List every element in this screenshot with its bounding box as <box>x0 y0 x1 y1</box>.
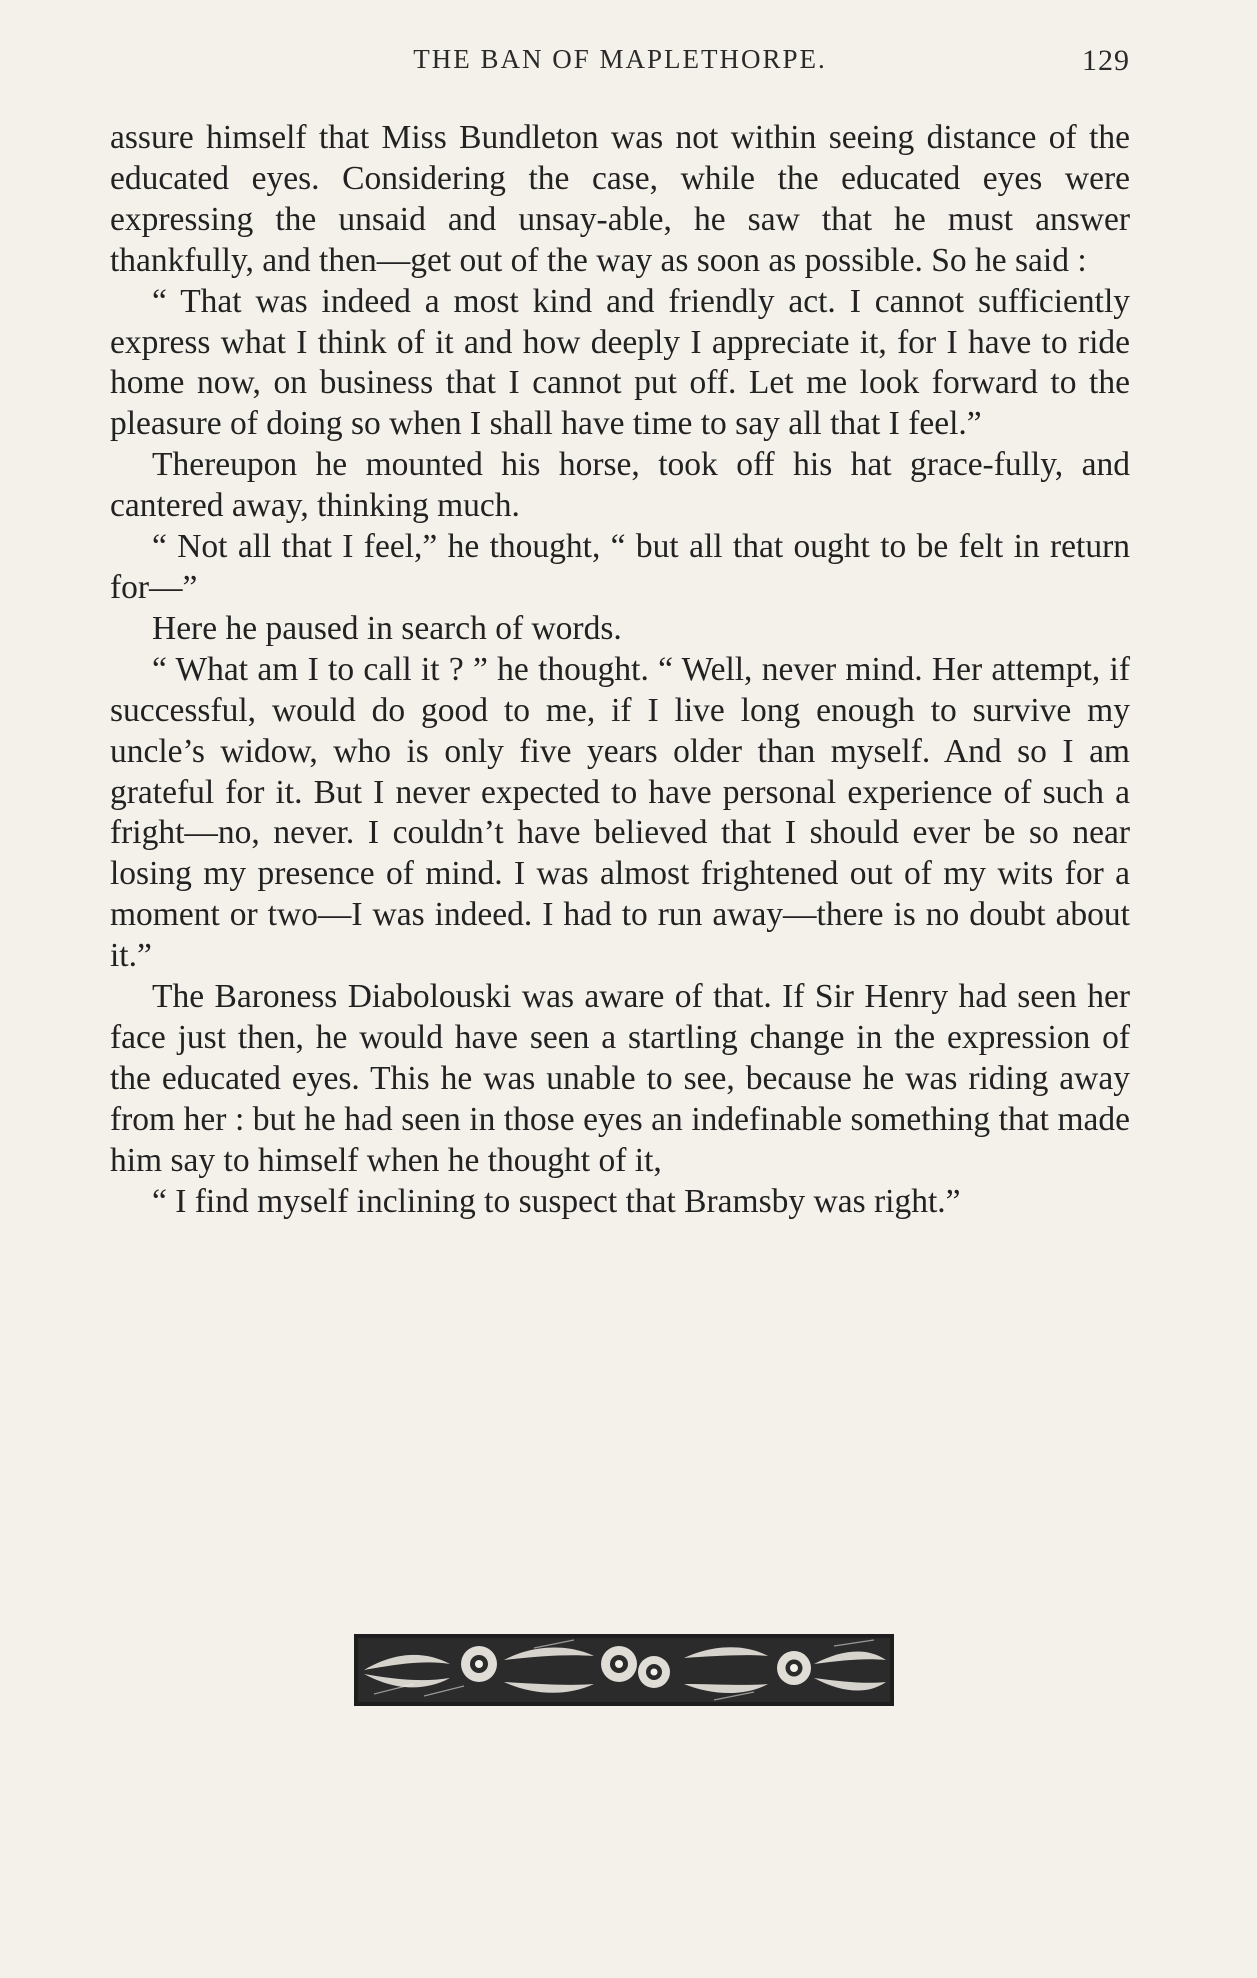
paragraph-4: “ Not all that I feel,” he thought, “ but all that ought to be felt in return for—” <box>110 528 1130 606</box>
paragraph-1: assure himself that Miss Bundleton was not within seeing distance of the educated eyes. Considering the case, while the educated eyes were expressing the unsaid and unsay-able, he saw that he must answer thankfully, and then—get out of the way as soon as possible. So he said : <box>110 119 1130 279</box>
running-head <box>110 44 1130 84</box>
paragraph-5: Here he paused in search of words. <box>152 609 622 647</box>
paragraph-6: “ What am I to call it ? ” he thought. “ Well, never mind. Her attempt, if successful, would do good to me, if I live long enough to survive my uncle’s widow, who is only five years older than myself. And so I am grateful for it. But I never expected to have personal experience of such a fright—no, never. I couldn’t have believed that I should ever be so near losing my presence of mind. I was almost frightened out of my wits for a moment or two—I was indeed. I had to run away—there is no doubt about it.” <box>110 650 1130 975</box>
paragraph-7: The Baroness Diabolouski was aware of that. If Sir Henry had seen her face just then, he would have seen a startling change in the expression of the educated eyes. This he was unable to see, because he was riding away from her : but he had seen in those eyes an indefinable something that made him say to himself when he thought of it, <box>110 978 1130 1179</box>
floral-tailpiece-icon <box>354 1634 894 1706</box>
body-text <box>110 118 1130 1222</box>
page-number: 129 <box>1082 44 1130 77</box>
paragraph-2: “ That was indeed a most kind and friendly act. I cannot sufficiently express what I think of it and how deeply I appreciate it, for I have to ride home now, on business that I cannot put off. Let me look forward to the pleasure of doing so when I shall have time to say all that I feel.” <box>110 282 1130 443</box>
running-title: THE BAN OF MAPLETHORPE. <box>413 44 827 74</box>
paragraph-8: “ I find myself inclining to suspect that Bramsby was right.” <box>152 1182 961 1220</box>
paragraph-3: Thereupon he mounted his horse, took off his hat grace-fully, and cantered away, thinking much. <box>110 446 1130 525</box>
